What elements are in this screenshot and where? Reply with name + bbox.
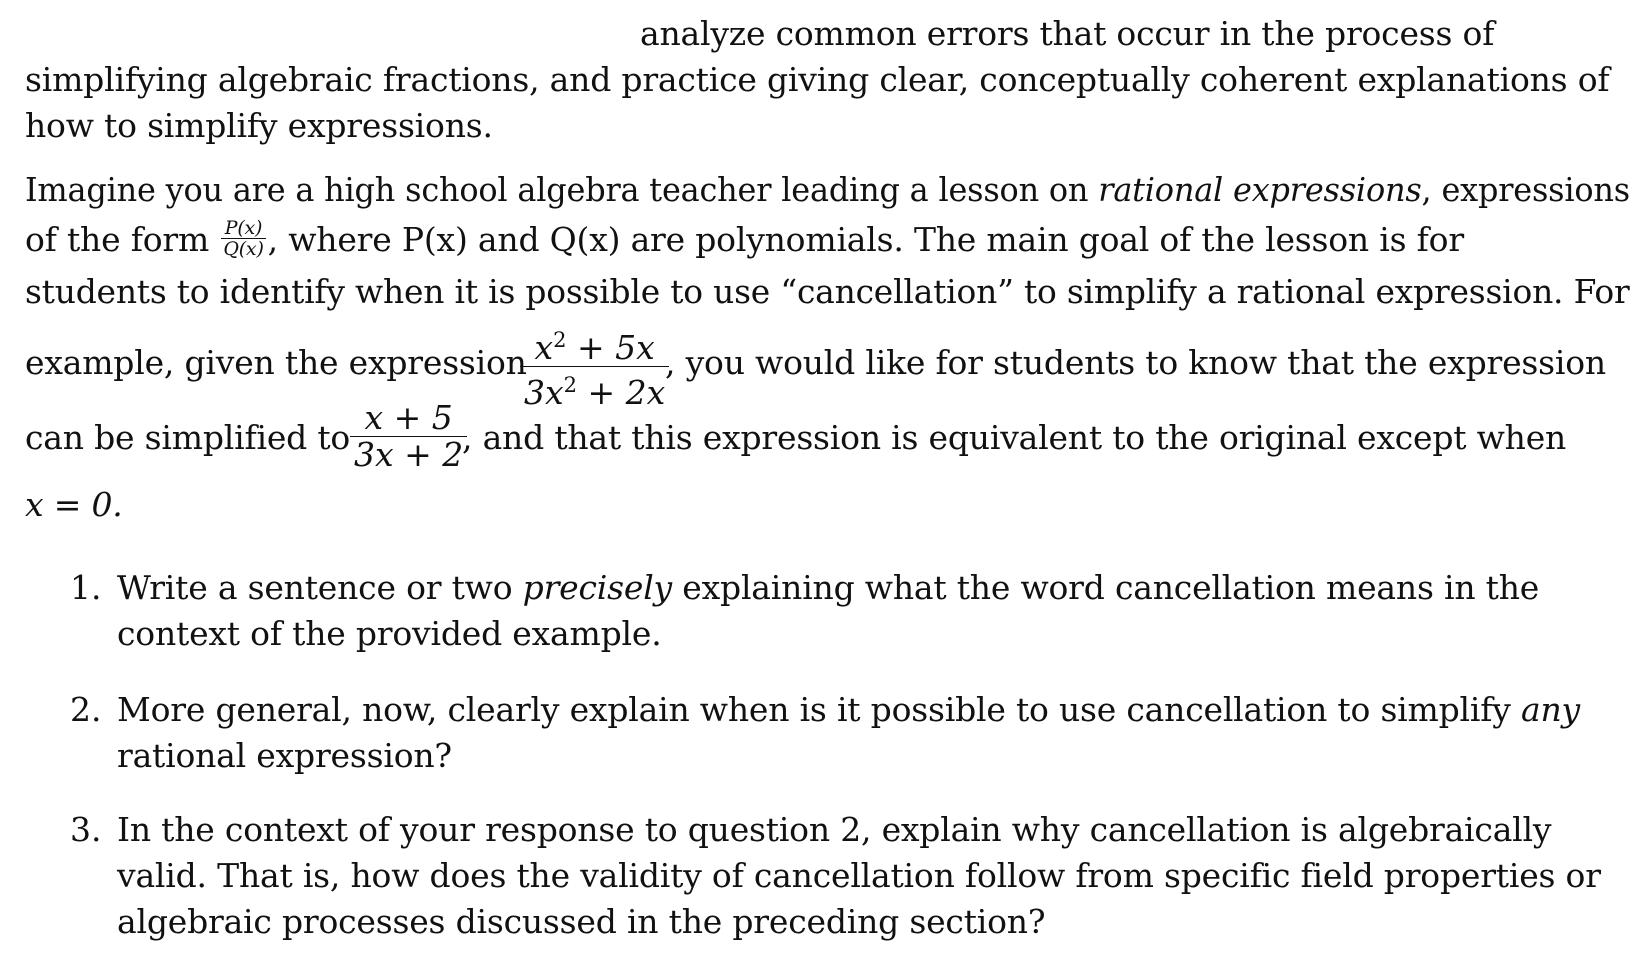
any-emphasis: any	[1521, 690, 1580, 729]
question-2-line-2: rational expression?	[117, 736, 452, 775]
scenario-line-2	[25, 216, 1464, 263]
scenario-text: , and that this expression is equivalent to the original except when	[462, 418, 1567, 457]
fraction-numerator: P(x)	[221, 218, 265, 239]
fraction-numerator: x + 5	[364, 398, 453, 437]
fraction-numerator: $x^2 + 5x$	[534, 328, 655, 367]
scenario-text: Imagine you are a high school algebra teacher leading a lesson on	[25, 170, 1099, 209]
fraction-denominator: Q(x)	[223, 237, 264, 260]
question-1-number: 1.	[70, 568, 102, 607]
scenario-line-1	[25, 170, 1630, 210]
intro-line-3	[25, 106, 493, 146]
general-form-fraction	[221, 218, 265, 259]
question-1-line-2: context of the provided example.	[117, 614, 662, 653]
intro-text-1: analyze common errors that occur in the process of	[640, 14, 1495, 53]
scenario-text: students to identify when it is possible to use “cancellation” to simplify a rational expression. For	[25, 272, 1630, 311]
intro-line-2	[25, 60, 1609, 100]
rational-expressions-term: rational expressions	[1098, 170, 1422, 209]
scenario-line-5b	[462, 418, 1566, 458]
scenario-line-4b	[665, 343, 1606, 383]
example-expression-fraction	[520, 322, 669, 411]
question-2-number: 2.	[70, 690, 102, 729]
simplified-expression-fraction	[350, 400, 467, 473]
scenario-text: , expressions	[1421, 170, 1630, 209]
scenario-line-3	[25, 272, 1630, 312]
question-3-line-1: In the context of your response to question 2, explain why cancellation is algebraically	[117, 810, 1552, 849]
scenario-text: can be simplified to	[25, 418, 351, 457]
intro-text-2: simplifying algebraic fractions, and practice giving clear, conceptually coherent explanations of	[25, 60, 1610, 99]
question-3-line-3: algebraic processes discussed in the preceding section?	[117, 902, 1046, 941]
scenario-text: , you would like for students to know that the expression	[665, 343, 1606, 382]
scenario-line-6	[25, 485, 123, 525]
fraction-denominator: 3x + 2	[350, 436, 467, 473]
scenario-text: x = 0.	[25, 485, 123, 524]
intro-line-1	[640, 14, 1494, 54]
intro-text-3: how to simplify expressions.	[25, 106, 493, 145]
precisely-emphasis: precisely	[522, 568, 672, 607]
question-3-number: 3.	[70, 810, 102, 849]
scenario-text: example, given the expression	[25, 343, 527, 382]
question-2-line-1: More general, now, clearly explain when is it possible to use cancellation to simplify any	[117, 690, 1580, 729]
question-1-line-1: Write a sentence or two precisely explaining what the word cancellation means in the	[117, 568, 1540, 607]
question-3-line-2: valid. That is, how does the validity of cancellation follow from specific field properties or	[117, 856, 1601, 895]
scenario-line-5a	[25, 418, 350, 458]
fraction-denominator: $3x^2 + 2x$	[520, 366, 669, 411]
scenario-text: , where P(x) and Q(x) are polynomials. The main goal of the lesson is for	[267, 220, 1464, 259]
scenario-line-4a	[25, 343, 527, 383]
scenario-text: of the form	[25, 220, 220, 259]
